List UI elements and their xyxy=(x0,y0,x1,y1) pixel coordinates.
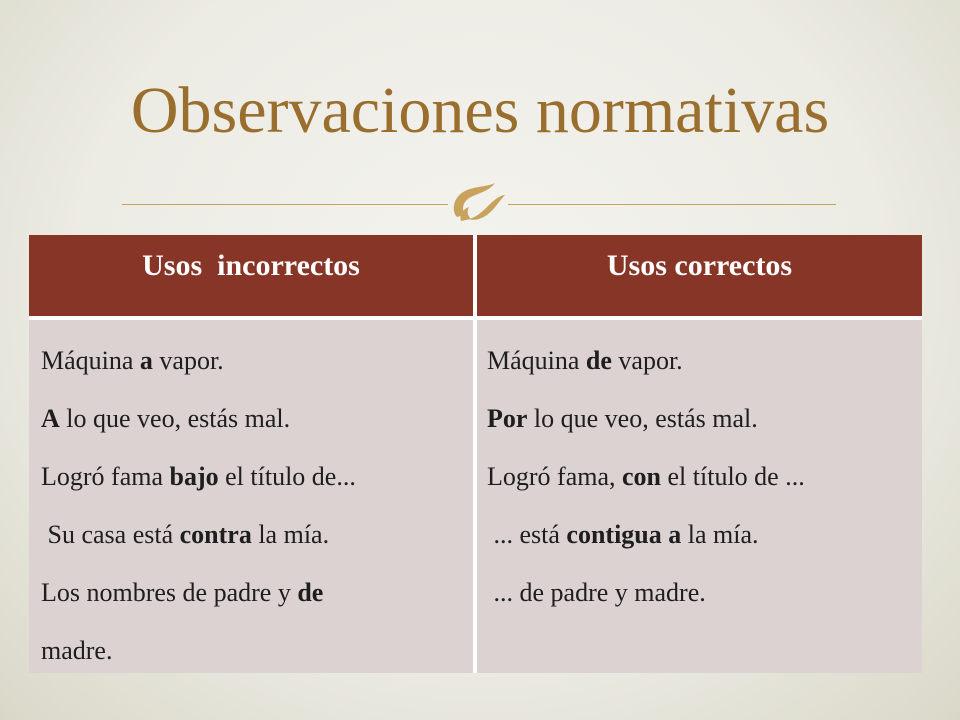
correct-example: ... de padre y madre. xyxy=(487,578,706,607)
incorrect-example: A lo que veo, estás mal. xyxy=(41,404,291,433)
incorrect-example: Su casa está contra la mía. xyxy=(41,520,330,549)
title-divider-left xyxy=(122,204,448,205)
header-incorrect-usage: Usos incorrectos xyxy=(29,235,473,316)
header-correct-usage: Usos correctos xyxy=(477,235,922,316)
correct-example: Máquina de vapor. xyxy=(487,346,683,375)
incorrect-example: Logró fama bajo el título de... xyxy=(41,462,356,491)
incorrect-usage-cell xyxy=(29,320,473,673)
slide-title: Observaciones normativas xyxy=(130,74,830,147)
correct-example: Por lo que veo, estás mal. xyxy=(487,404,758,433)
dingbat-scroll-icon xyxy=(449,177,509,227)
incorrect-example: Máquina a vapor. xyxy=(41,346,224,375)
correct-example: Logró fama, con el título de ... xyxy=(487,462,805,491)
correct-usage-cell xyxy=(477,320,922,673)
incorrect-example: madre. xyxy=(41,636,113,665)
usage-comparison-table xyxy=(29,235,922,673)
title-divider-right xyxy=(508,204,836,205)
correct-example: ... está contigua a la mía. xyxy=(487,520,759,549)
incorrect-example: Los nombres de padre y de xyxy=(41,578,324,607)
